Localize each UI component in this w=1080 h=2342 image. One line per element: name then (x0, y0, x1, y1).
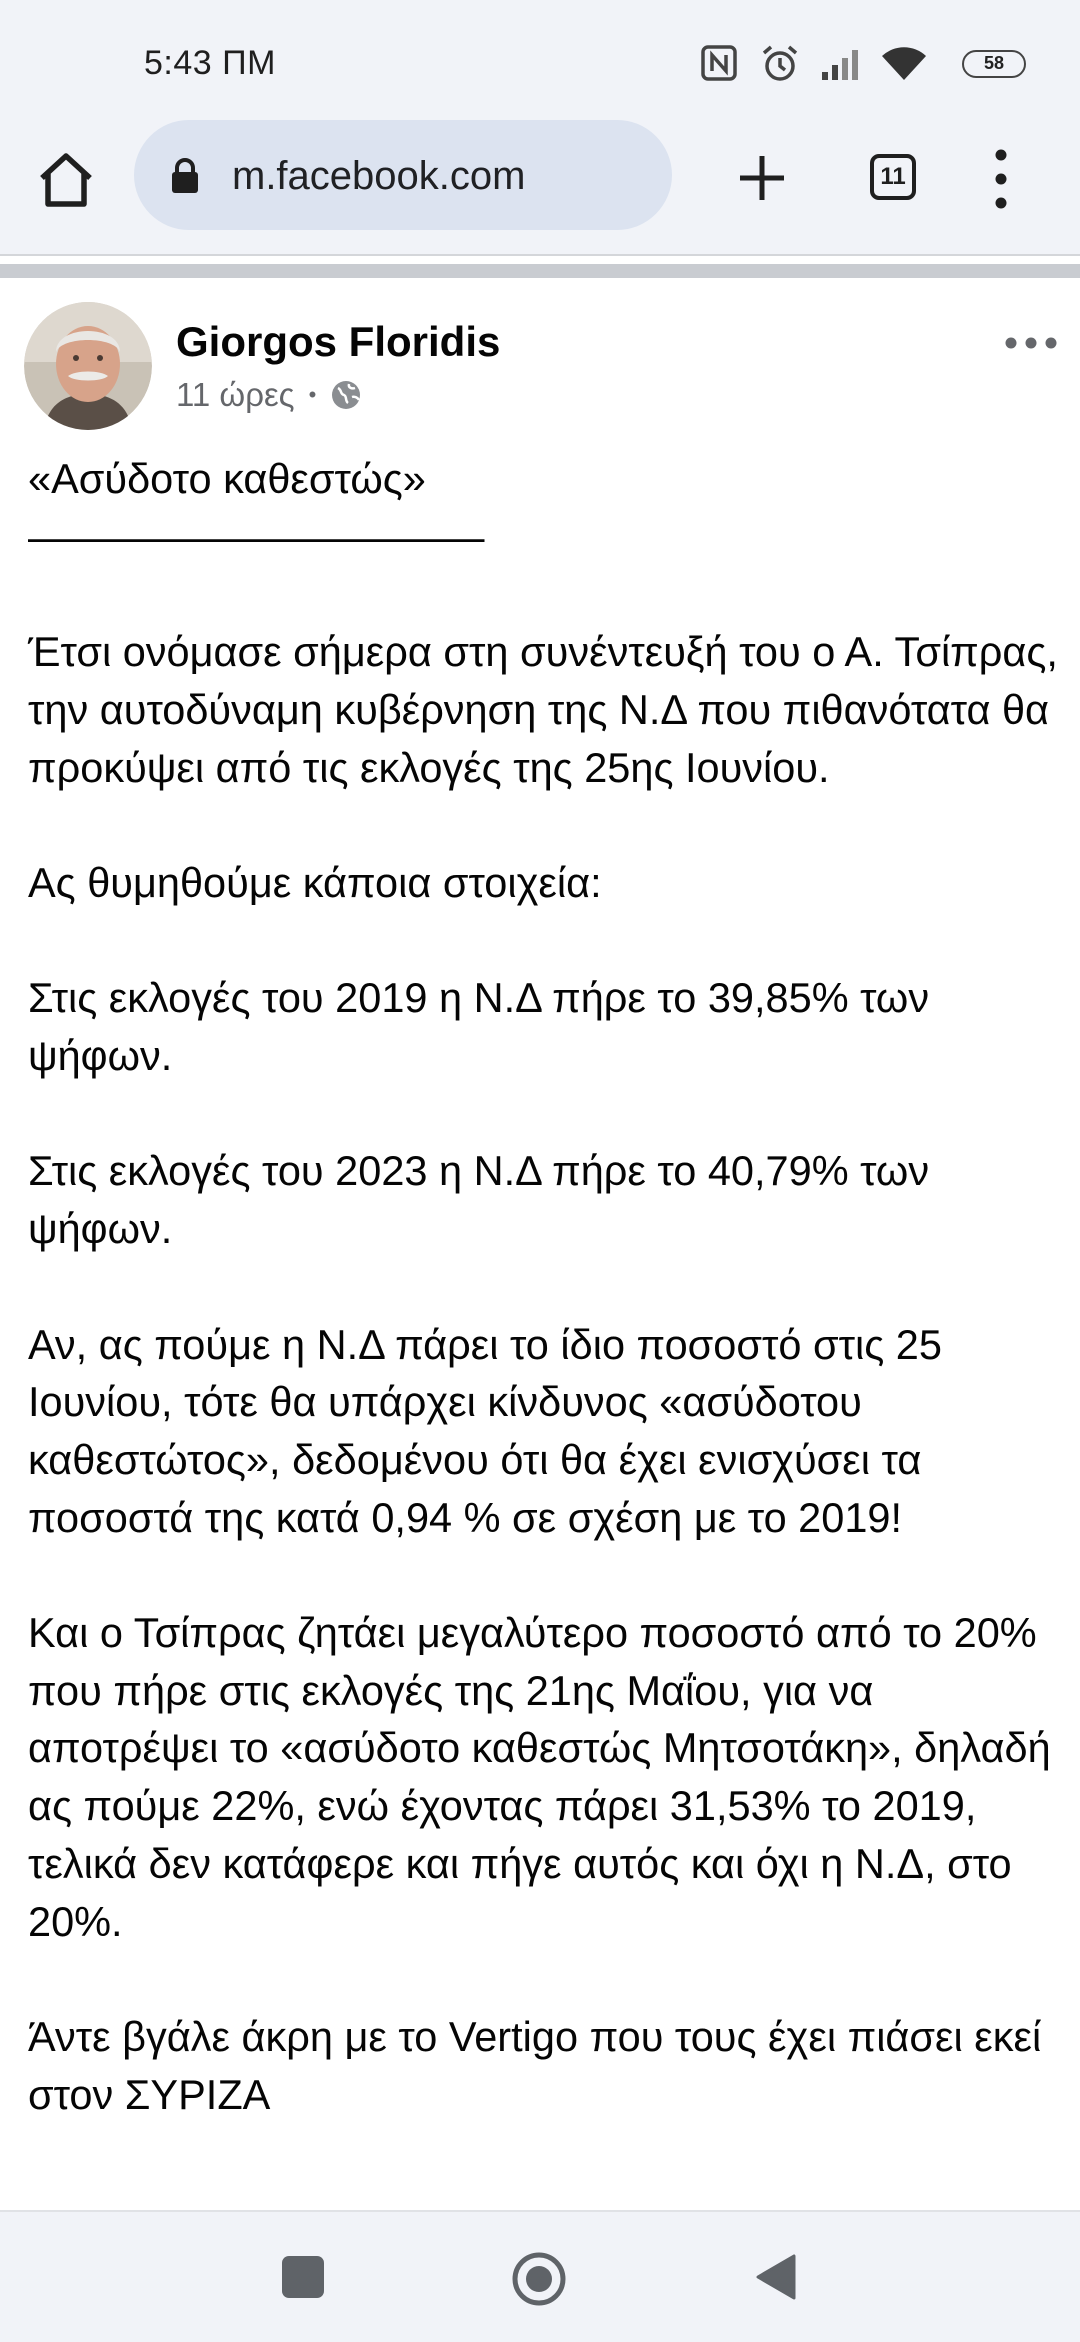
meta-separator: • (308, 382, 317, 408)
post-time[interactable]: 11 ώρες (176, 376, 295, 414)
more-vert-icon[interactable] (986, 146, 1016, 212)
author-name[interactable]: Giorgos Floridis (176, 318, 501, 365)
more-horiz-icon[interactable] (1004, 330, 1058, 356)
recents-icon[interactable] (282, 2256, 324, 2298)
wifi-icon (880, 44, 928, 82)
nfc-icon (700, 44, 738, 82)
paragraph-spacer (28, 1258, 1058, 1316)
url-text: m.facebook.com (232, 154, 526, 198)
status-bar (0, 0, 1080, 118)
home-icon[interactable] (34, 148, 98, 212)
post-paragraph: Στις εκλογές του 2023 η Ν.Δ πήρε το 40,79% των ψήφων. (28, 1147, 941, 1253)
url-bar[interactable] (134, 120, 672, 230)
post-text (28, 450, 1070, 2123)
post-paragraph: Ας θυμηθούμε κάποια στοιχεία: (28, 858, 602, 906)
post-paragraph: Αν, ας πούμε η Ν.Δ πάρει το ίδιο ποσοστό στις 25 Ιουνίου, τότε θα υπάρχει κίνδυνος «ασύδοτου καθεστώτος», δεδομένου ότι θα έχει ενισχύσει τα ποσοστά της κατά 0,94 % σε σχέση με το 2019! (28, 1320, 954, 1541)
paragraph-spacer (28, 912, 1058, 970)
feed-divider (0, 264, 1080, 278)
post-paragraph: «Ασύδοτο καθεστώς» ——————————— (28, 455, 485, 560)
plus-icon[interactable] (730, 146, 794, 210)
status-time: 5:43 ΠΜ (144, 44, 276, 82)
browser-toolbar (0, 118, 1080, 256)
alarm-icon (760, 44, 800, 84)
home-circle-icon[interactable] (510, 2250, 568, 2308)
tabs-icon[interactable]: 11 (870, 154, 916, 200)
globe-icon (330, 379, 362, 411)
paragraph-spacer (28, 796, 1058, 854)
post-paragraph: Έτσι ονόμασε σήμερα στη συνέντευξή του ο Α. Τσίπρας, την αυτοδύναμη κυβέρνηση της Ν.Δ που πιθανότατα θα προκύψει από τις εκλογές της 25ης Ιουνίου. (28, 628, 1070, 791)
paragraph-spacer (28, 1950, 1058, 2008)
post-paragraph: Και ο Τσίπρας ζητάει μεγαλύτερο ποσοστό από το 20% που πήρε στις εκλογές της 21ης Μαΐου, για να αποτρέψει το «ασύδοτο καθεστώς Μητσοτάκη», δηλαδή ας πούμε 22%, ενώ έχοντας πάρει 31,53% το 2019, τελικά δεν κατάφερε και πήγε αυτός και όχι η Ν.Δ, στο 20%. (28, 1609, 1063, 1945)
avatar[interactable] (24, 302, 152, 430)
post-paragraph: Στις εκλογές του 2019 η Ν.Δ πήρε το 39,85% των ψήφων. (28, 974, 941, 1080)
paragraph-spacer (28, 1546, 1058, 1604)
back-icon[interactable] (754, 2252, 798, 2302)
post-meta (176, 374, 362, 414)
paragraph-spacer (28, 565, 1058, 623)
toolbar-divider (0, 254, 1080, 256)
post-paragraph: Άντε βγάλε άκρη με το Vertigo που τους έχει πιάσει εκεί στον ΣΥΡΙΖΑ (28, 2012, 1053, 2118)
battery-icon: 58 (962, 50, 1026, 78)
system-nav-bar (0, 2210, 1080, 2342)
signal-icon (820, 44, 866, 82)
lock-icon (170, 158, 200, 194)
paragraph-spacer (28, 1085, 1058, 1143)
